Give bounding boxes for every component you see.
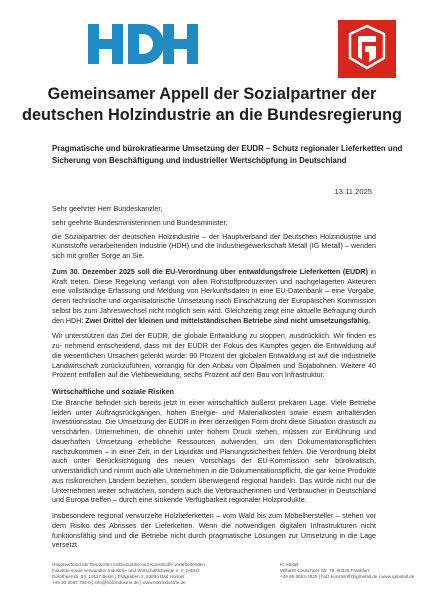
footer-igmetall-address: [280, 562, 415, 580]
title-line-2: deutschen Holzindustrie an die Bundesregierung: [22, 106, 402, 124]
paragraph-3: Wir unterstützen das Ziel der EUDR, die globale Entwaldung zu stoppen, ausdrücklich. Wir finden es zu- nehmend entscheidend, dass mit der EUDR der Fokus des Kampfes gegen die Entwaldung auf die wesentlichen Ursachen gelenkt wurde: 90 Prozent der globalen Entwaldung ist auf die industrielle Landwirtschaft zurückzuführen, vorrangig für den Anbau von Ölpalmen und Sojabohnen. Weitere 40 Prozent entfallen auf die Viehbeweidung, sechs Prozent auf den Bau von Infrastruktur.: [52, 332, 376, 380]
document-title: [20, 84, 404, 126]
paragraph-2: [52, 268, 376, 327]
paragraph-2-bold-b: Zwei Drittel der kleinen und mittelständischen Betriebe sind nicht umsetzungsfähig.: [85, 316, 371, 325]
ig-metall-logo: [338, 20, 396, 78]
letter-body: [52, 205, 376, 557]
section-heading: Wirtschaftliche und soziale Risiken: [52, 387, 174, 396]
title-line-1: Gemeinsamer Appell der Sozialpartner der: [47, 85, 377, 103]
hdh-logo: [88, 22, 198, 66]
paragraph-1: die Sozialpartner der deutschen Holzindustrie – der Hauptverband der Deutschen Holzindustrie und Kunststoffe verarbeitenden Industrie (HDH) und die Industriegewerkschaft Metall (IG Metall) – wenden sich mit großer Sorge an Sie.: [52, 232, 376, 260]
document-date: 13.11.2025: [334, 187, 372, 196]
paragraph-2-bold-a: Zum 30. Dezember 2025 soll die EU-Verordnung über entwaldungsfreie Lieferketten (EUDR): [52, 267, 368, 276]
salutation-1: Sehr geehrter Herr Bundeskanzler,: [52, 205, 163, 213]
footer-line: +49 69 6693-2820 | holz.kunststoff@igmetall.de | www.igmetall.de: [280, 574, 415, 580]
footer-line: +49 30 3087 784-0 | info@holzindustrie.de | www.holzindustrie.de: [52, 580, 186, 586]
footer-line: Industrie sowie verwandter Industrie- und Wirtschaftszweige e. V. (HDH): [52, 568, 199, 574]
footer-line: IG Metall: [280, 562, 299, 567]
paragraph-4: Die Branche befindet sich bereits jetzt in einer wirtschaftlich äußerst prekären Lage. Viele Betriebe leiden unter Auftragsrückgängen, hohen Energie- und Materialkosten sowie einem anhaltenden Investitionsstau. Die Umsetzung der EUDR in ihrer derzeitigen Form droht diese Situation drastisch zu verschärfen. Unternehmen, die ohnehin unter hohem Druck stehen, müssen zur Einführung und dauerhaften Umsetzung erhebliche Ressourcen aufwenden, um den Dokumentationspflichten nachzukommen – in einer Zeit, in der Liquidität und Planungssicherheit fehlen. Die Verordnung bleibt auch unter Berücksichtigung des neuen Vorschlags der EU-Kommission sehr bürokratisch, unverständlich und nimmt auch alle Unternehmen in die Dokumentationspflicht, die gar keine Produkte aus risikoreichen Ländern beziehen, sondern überwiegend regional handeln. Das würde nicht nur die Unternehmen weiter schwächen, sondern auch die Verbraucherinnen und Verbraucher in Deutschland und Europa treffen – durch eine sinkende Verfügbarkeit regionaler Holzprodukte.: [52, 398, 376, 505]
footer-line: Dorotheenstr. 54, 10117 Berlin | Flutgraben 2, 53604 Bad Honnef: [52, 574, 185, 580]
paragraph-5: Insbesondere regional verwurzelte Holzlieferketten – vom Wald bis zum Möbelhersteller – stehen vor dem Risiko des Abrisses der Lieferketten. Wenn die notwendigen digitalen Infrastrukturen nicht funktionsfähig sind und die Betriebe nicht durch pragmatische Lösungen zur Umsetzung in die Lage versetzt: [52, 512, 376, 550]
footer-line: Hauptverband der Deutschen Holzindustrie und Kunststoffe verarbeitenden: [52, 562, 205, 567]
salutation-2: sehr geehrte Bundesministerinnen und Bundesminister,: [52, 218, 228, 227]
paragraph-2-text: in Kraft treten. Diese Regelung verlangt von allen Rohstoffproduzenten und nachgelagerten Akteuren eine vollständige Erfassung und Meldung von Herkunftsdaten in eine EU-Datenbank – eine Vorgabe, deren technische und organisatorische Umsetzung nach Einschätzung der Europäischen Kommission selbst bis zum Jahreswechsel nicht möglich sein wird. Gleichzeitig zeigt eine aktuelle Befragung durch den HDH:: [52, 267, 377, 325]
footer-hdh-address: [52, 562, 252, 586]
document-subtitle: Pragmatische und bürokratiearme Umsetzung der EUDR – Schutz regionaler Lieferketten und Sicherung von Beschäftigung und industrieller Wertschöpfung in Deutschland: [52, 144, 403, 165]
footer-line: Wilhelm-Leuschner-Str. 79, 60329 Frankfurt: [280, 568, 370, 574]
